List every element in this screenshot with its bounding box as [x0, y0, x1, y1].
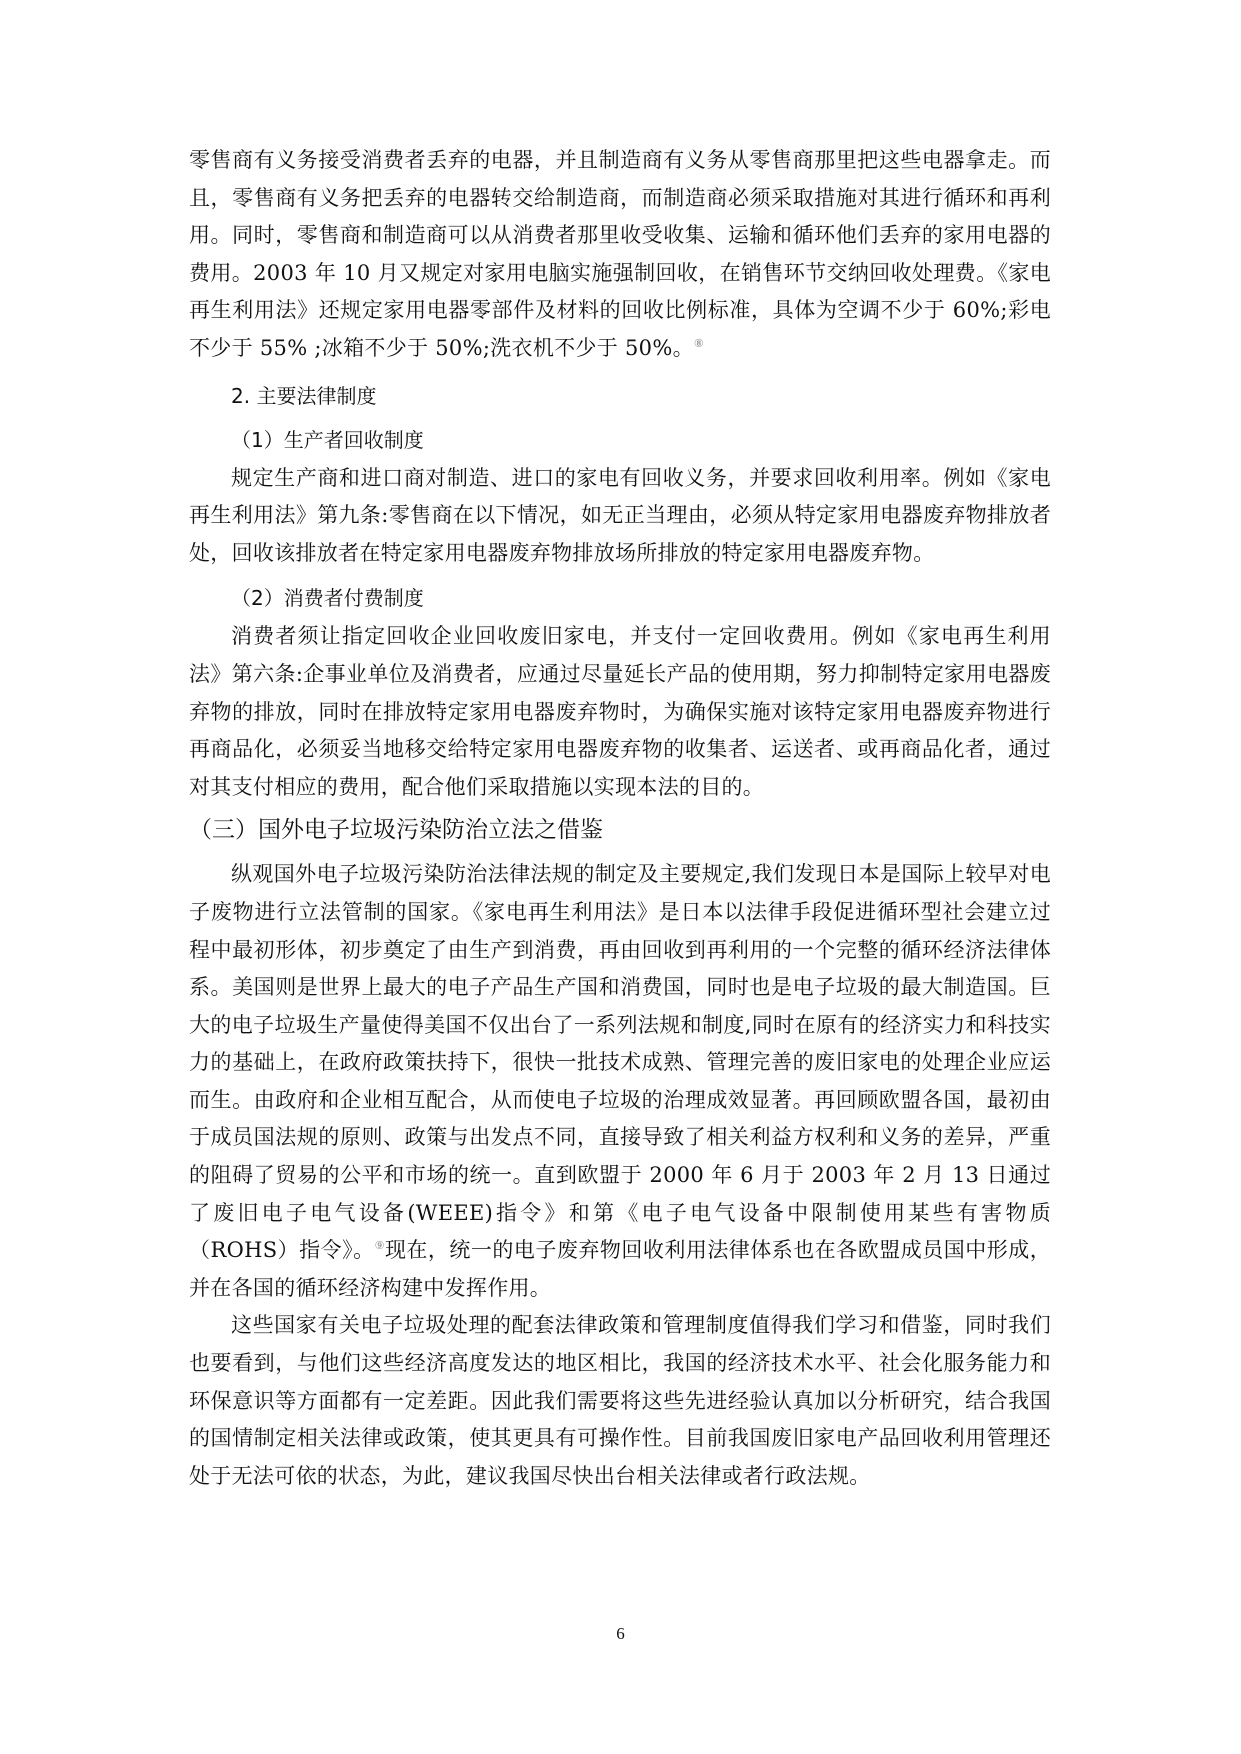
paragraph-consumer-payment: 消费者须让指定回收企业回收废旧家电，并支付一定回收费用。例如《家电再生利用法》第六条:企事业单位及消费者，应通过尽量延长产品的使用期，努力抑制特定家用电器废弃物的排放，同时在排放特定家用电器废弃物时，为确保实施对该特定家用电器废弃物进行再商品化，必须妥当地移交给特定家用电器废弃物的收集者、运送者、或再商品化者，通过对其支付相应的费用，配合他们采取措施以实现本法的目的。 — [189, 624, 1051, 799]
heading-section-three: （三）国外电子垃圾污染防治立法之借鉴 — [189, 817, 603, 844]
footnote-marker: ⑨ — [374, 1239, 385, 1253]
footnote-marker: ⑧ — [693, 336, 705, 350]
heading-consumer-payment: （2）消费者付费制度 — [231, 586, 424, 611]
paragraph-text: 纵观国外电子垃圾污染防治法律法规的制定及主要规定,我们发现日本是国际上较早对电子废物进行立法管制的国家。《家电再生利用法》是日本以法律手段促进循环型社会建立过程中最初形体，初步奠定了由生产到消费，再由回收到再利用的一个完整的循环经济法律体系。美国则是世界上最大的电子产品生产国和消费国，同时也是电子垃圾的最大制造国。巨大的电子垃圾生产量使得美国不仅出台了一系列法规和制度,同时在原有的经济实力和科技实力的基础上，在政府政策扶持下，很快一批技术成熟、管理完善的废旧家电的处理企业应运而生。由政府和企业相互配合，从而使电子垃圾的治理成效显著。再回顾欧盟各国，最初由于成员国法规的原则、政策与出发点不同，直接导致了相关利益方权利和义务的差异，严重的阻碍了贸易的公平和市场的统一。直到欧盟于 2000 年 6 月于 2003 年 2 月 13 日通过了废旧电子电气设备(WEEE)指令》和第《电子电气设备中限制使用某些有害物质（ROHS）指令》。 — [189, 862, 1051, 1263]
paragraph-foreign-overview — [189, 856, 1051, 1307]
page-number: 6 — [616, 1624, 625, 1643]
paragraph-producer-recycling: 规定生产商和进口商对制造、进口的家电有回收义务，并要求回收利用率。例如《家电再生利用法》第九条:零售商在以下情况，如无正当理由，必须从特定家用电器废弃物排放者处，回收该排放者在特定家用电器废弃物排放场所排放的特定家用电器废弃物。 — [189, 465, 1051, 565]
heading-producer-recycling: （1）生产者回收制度 — [231, 427, 424, 452]
heading-main-legal-system: 2. 主要法律制度 — [231, 383, 377, 408]
paragraph-intro-continuation — [189, 142, 1051, 368]
page-body — [189, 142, 1051, 1495]
paragraph-lessons: 这些国家有关电子垃圾处理的配套法律政策和管理制度值得我们学习和借鉴，同时我们也要看到，与他们这些经济高度发达的地区相比，我国的经济技术水平、社会化服务能力和环保意识等方面都有一定差距。因此我们需要将这些先进经验认真加以分析研究，结合我国的国情制定相关法律或政策，使其更具有可操作性。目前我国废旧家电产品回收利用管理还处于无法可依的状态，为此，建议我国尽快出台相关法律或者行政法规。 — [189, 1313, 1051, 1488]
paragraph-text-tail: 现在，统一的电子废弃物回收利用法律体系也在各欧盟成员国中形成，并在各国的循环经济构建中发挥作用。 — [189, 1238, 1051, 1300]
paragraph-text: 零售商有义务接受消费者丢弃的电器，并且制造商有义务从零售商那里把这些电器拿走。而且，零售商有义务把丢弃的电器转交给制造商，而制造商必须采取措施对其进行循环和再利用。同时，零售商和制造商可以从消费者那里收受收集、运输和循环他们丢弃的家用电器的费用。2003 年 10 月又规定对家用电脑实施强制回收，在销售环节交纳回收处理费。《家电再生利用法》还规定家用电器零部件及材料的回收比例标准，具体为空调不少于 60%;彩电不少于 55% ;冰箱不少于 50%;洗衣机不少于 50%。 — [189, 148, 1051, 360]
